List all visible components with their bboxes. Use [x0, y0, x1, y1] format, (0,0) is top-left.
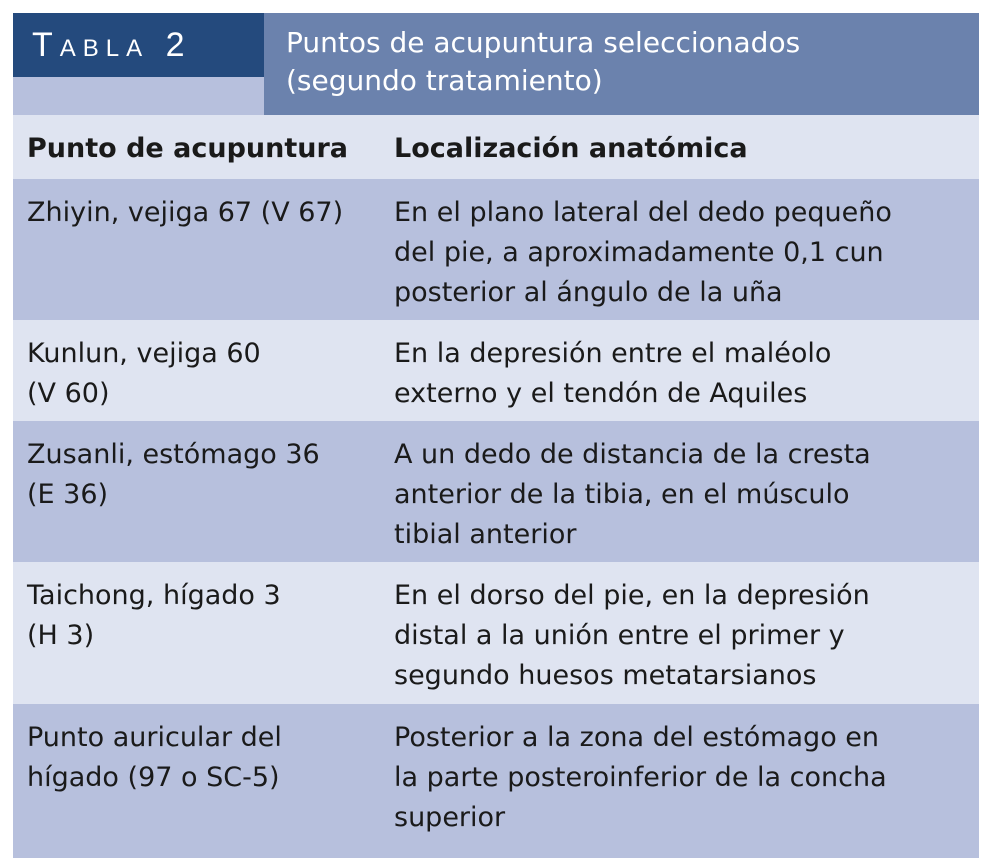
table-row: [13, 562, 979, 704]
location-line: externo y el tendón de Aquiles: [394, 378, 808, 409]
point-line: (E 36): [27, 479, 109, 510]
point-line: hígado (97 o SC-5): [27, 762, 280, 793]
location-line: Posterior a la zona del estómago en: [394, 722, 880, 753]
location-cell: [394, 435, 974, 555]
table-row: [13, 704, 979, 858]
location-line: En el plano lateral del dedo pequeño: [394, 197, 892, 228]
point-cell: [27, 576, 377, 656]
point-line: Zhiyin, vejiga 67 (V 67): [27, 197, 344, 228]
location-cell: [394, 576, 974, 696]
column-header-location: Localización anatómica: [394, 133, 748, 164]
table-title: [264, 13, 979, 115]
point-line: Taichong, hígado 3: [27, 580, 281, 611]
point-line: Punto auricular del: [27, 722, 282, 753]
location-cell: [394, 334, 974, 414]
location-cell: [394, 193, 974, 313]
location-line: del pie, a aproximadamente 0,1 cun: [394, 237, 884, 268]
point-line: (V 60): [27, 378, 110, 409]
point-line: (H 3): [27, 620, 95, 651]
point-cell: [27, 334, 377, 414]
location-cell: [394, 718, 974, 838]
point-cell: [27, 435, 377, 515]
location-line: la parte posteroinferior de la concha: [394, 762, 887, 793]
table-title-line: Puntos de acupuntura seleccionados: [286, 26, 801, 59]
location-line: A un dedo de distancia de la cresta: [394, 439, 871, 470]
location-line: En la depresión entre el maléolo: [394, 338, 832, 369]
table-number-label: Tabla 2: [13, 13, 264, 77]
location-line: distal a la unión entre el primer y: [394, 620, 845, 651]
point-cell: [27, 718, 377, 798]
location-line: segundo huesos metatarsianos: [394, 660, 817, 691]
table-row: [13, 421, 979, 562]
acupuncture-table: [13, 13, 979, 858]
table-title-line: (segundo tratamiento): [286, 64, 603, 97]
table-row: [13, 179, 979, 320]
point-line: Kunlun, vejiga 60: [27, 338, 261, 369]
location-line: En el dorso del pie, en la depresión: [394, 580, 870, 611]
column-header-point: Punto de acupuntura: [27, 133, 349, 164]
location-line: tibial anterior: [394, 519, 577, 550]
location-line: anterior de la tibia, en el músculo: [394, 479, 850, 510]
table-header: [13, 13, 979, 115]
column-headers: [13, 115, 979, 179]
location-line: superior: [394, 802, 506, 833]
table-row: [13, 320, 979, 421]
location-line: posterior al ángulo de la uña: [394, 277, 783, 308]
point-cell: [27, 193, 377, 233]
point-line: Zusanli, estómago 36: [27, 439, 320, 470]
